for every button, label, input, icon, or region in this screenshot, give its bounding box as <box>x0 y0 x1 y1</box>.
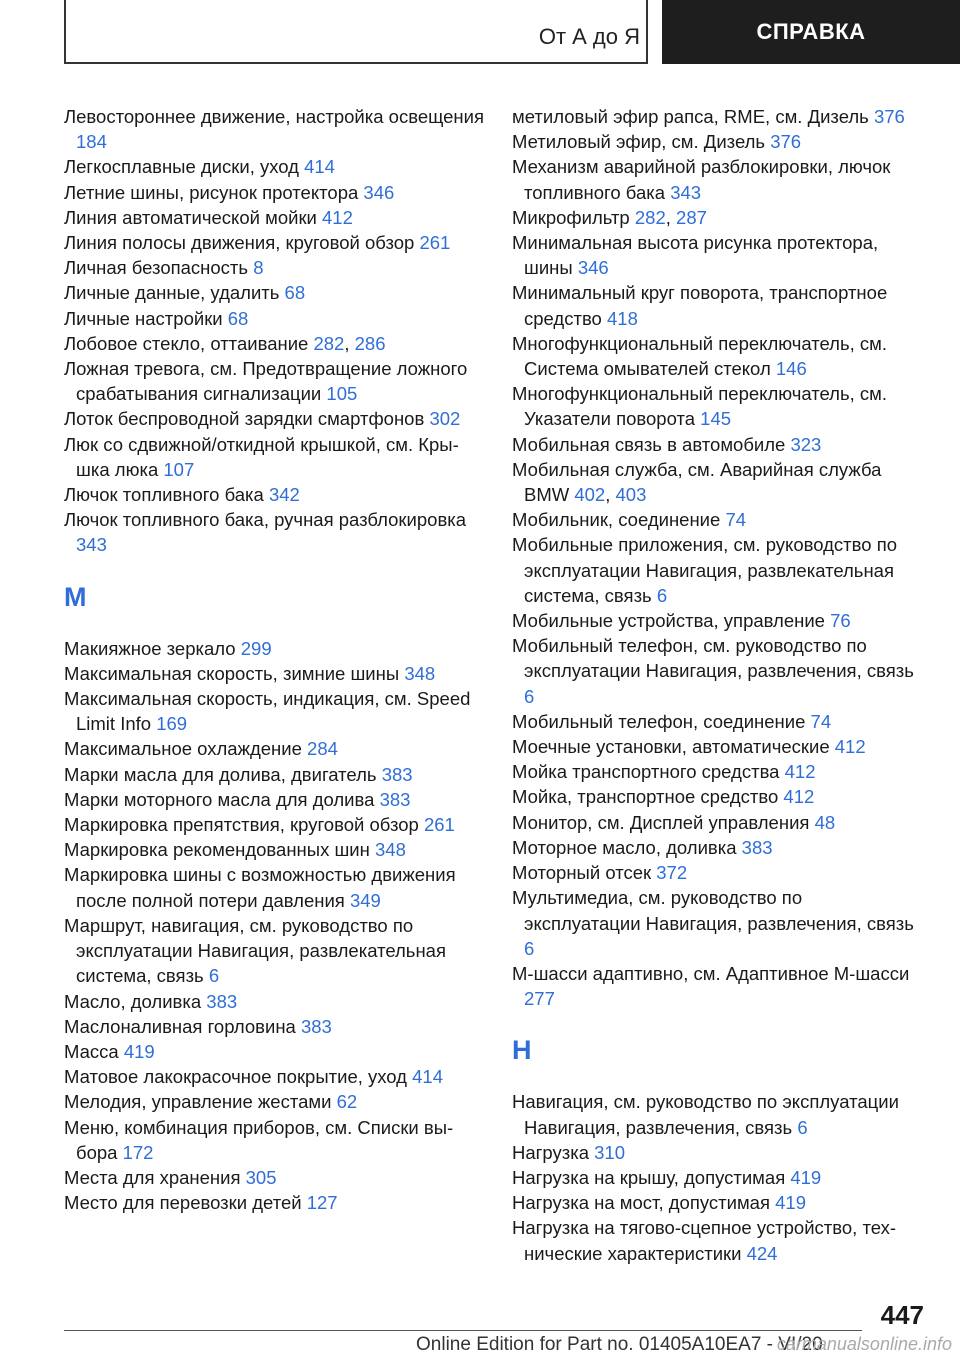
index-entry <box>512 129 922 154</box>
index-entry-text: Ложная тревога, см. Предотвращение ложного срабатывания сигнализации <box>64 358 468 405</box>
page-link[interactable]: 302 <box>429 408 461 430</box>
index-entry-text: Места для хранения <box>64 1166 241 1188</box>
index-entry <box>64 1165 484 1190</box>
index-entry-text: Моторный отсек <box>512 862 652 884</box>
index-entry-text: Маркировка препятствия, круговой обзор <box>64 814 419 836</box>
index-entry <box>512 810 922 835</box>
page-link[interactable]: 348 <box>375 839 406 861</box>
index-entry <box>64 1014 484 1039</box>
page-link[interactable]: 414 <box>412 1066 443 1088</box>
index-entry <box>512 432 922 457</box>
page-link[interactable]: 74 <box>810 710 832 732</box>
page-link[interactable]: 412 <box>322 206 353 228</box>
index-entry <box>512 860 922 885</box>
index-entry-text: Мелодия, управление жестами <box>64 1091 332 1113</box>
index-entry <box>64 736 484 761</box>
page-link[interactable]: 342 <box>268 484 300 506</box>
index-entry <box>512 784 922 809</box>
index-entry <box>64 180 484 205</box>
page-link[interactable]: 277 <box>524 988 555 1010</box>
index-entry <box>64 1190 484 1215</box>
index-column-left <box>64 104 484 1215</box>
page-link[interactable]: 172 <box>122 1141 154 1163</box>
page-link[interactable]: 383 <box>379 788 411 810</box>
page-link[interactable]: 418 <box>607 307 638 329</box>
page-link[interactable]: 414 <box>304 156 335 178</box>
index-entry-text: Лобовое стекло, оттаивание <box>64 332 309 354</box>
index-entry-text: Навигация, см. руководство по эксплуатации Навигация, развлечения, связь <box>512 1091 899 1138</box>
index-entry-text: Мобильный телефон, соединение <box>512 710 806 732</box>
index-entry-text: Мобильная связь в автомобиле <box>512 433 786 455</box>
index-entry-text: Маркировка рекомендованных шин <box>64 839 370 861</box>
index-entry <box>64 989 484 1014</box>
page-separator: , <box>605 484 611 506</box>
index-entry <box>64 255 484 280</box>
page-link[interactable]: 299 <box>240 637 272 659</box>
page-link[interactable]: 48 <box>814 811 836 833</box>
footer-divider <box>64 1330 862 1331</box>
index-column-right <box>512 104 922 1266</box>
index-entry-text: Мобильные приложения, см. руководство по эксплуатации Навигация, развлекательная система, связь <box>512 534 897 606</box>
index-entry-text: Линия полосы движения, круговой обзор <box>64 232 415 254</box>
index-entry-text: Мобильные устройства, управление <box>512 610 825 632</box>
index-entry-text: Мобильный телефон, см. руководство по эксплуатации Навигация, развлечения, связь <box>512 635 914 682</box>
page-link[interactable]: 282 <box>634 206 666 228</box>
index-entry-text: Мультимедиа, см. руководство по эксплуатации Навигация, развлечения, связь <box>512 887 914 934</box>
page-link[interactable]: 6 <box>524 685 535 707</box>
index-entry <box>512 280 922 330</box>
index-entry <box>64 230 484 255</box>
page-link[interactable]: 419 <box>123 1040 155 1062</box>
page-link[interactable]: 412 <box>783 786 815 808</box>
index-entry <box>64 636 484 661</box>
index-entry-text: Марки масла для долива, двигатель <box>64 763 377 785</box>
page-link[interactable]: 376 <box>770 131 802 153</box>
index-entry <box>64 1064 484 1089</box>
page-link[interactable]: 169 <box>156 713 188 735</box>
section-title: От А до Я <box>538 24 640 49</box>
page-link[interactable]: 349 <box>349 889 381 911</box>
index-entry-text: Нагрузка <box>512 1141 589 1163</box>
index-entry-text: Нагрузка на мост, допустимая <box>512 1192 770 1214</box>
page-link[interactable]: 284 <box>307 738 338 760</box>
index-entry-text: Маслоналивная горловина <box>64 1015 296 1037</box>
index-entry-text: Линия автоматической мойки <box>64 206 317 228</box>
page-link[interactable]: 282 <box>313 332 345 354</box>
page-link[interactable]: 145 <box>700 408 732 430</box>
index-entry <box>512 205 922 230</box>
page-separator: , <box>344 332 350 354</box>
index-entry-text: Матовое лакокрасочное покрытие, уход <box>64 1066 407 1088</box>
index-entry-text: Лючок топливного бака <box>64 484 264 506</box>
index-entry <box>64 507 484 557</box>
index-entry-text: Летние шины, рисунок протектора <box>64 181 359 203</box>
page-link[interactable]: 105 <box>326 383 358 405</box>
index-entry-text: Масло, доливка <box>64 990 202 1012</box>
index-entry-text: Метиловый эфир, см. Дизель <box>512 131 766 153</box>
index-entry <box>64 787 484 812</box>
index-entry-text: Мойка транспортного средства <box>512 761 780 783</box>
index-entry-text: Многофункциональный переключатель, см. Указатели поворота <box>512 383 887 430</box>
index-entry-text: Масса <box>64 1040 119 1062</box>
watermark: carmanualsonline.info <box>776 1334 952 1354</box>
index-entry <box>64 154 484 179</box>
index-entry-text: Мойка, транспортное средство <box>512 786 779 808</box>
index-entry <box>512 1165 922 1190</box>
index-entry-text: Маршрут, навигация, см. руководство по эксплуатации Навигация, развлекательная система, связь <box>64 914 446 987</box>
page-link[interactable]: 287 <box>676 206 707 228</box>
index-entry <box>64 104 484 154</box>
index-entry <box>64 356 484 406</box>
page-link[interactable]: 6 <box>656 584 668 606</box>
index-entry <box>64 280 484 305</box>
index-entry-text: Легкосплавные диски, уход <box>64 156 299 178</box>
index-entry <box>64 1115 484 1165</box>
page-link[interactable]: 383 <box>381 763 413 785</box>
index-entry <box>512 608 922 633</box>
index-entry <box>512 1140 922 1165</box>
page-link[interactable]: 403 <box>615 484 647 506</box>
page-link[interactable]: 261 <box>423 814 455 836</box>
index-entry <box>64 837 484 862</box>
page-link[interactable]: 383 <box>206 990 238 1012</box>
page-link[interactable]: 402 <box>574 484 606 506</box>
page-link[interactable]: 8 <box>253 257 264 279</box>
index-entry-text: Личная безопасность <box>64 257 249 279</box>
index-entry <box>512 709 922 734</box>
index-entry-text: Левостороннее движение, настройка освещения <box>64 106 484 127</box>
index-entry-text: Макияжное зеркало <box>64 637 236 659</box>
page-link[interactable]: 343 <box>670 181 702 203</box>
index-entry-text: М-шасси адаптивно, см. Адаптивное М-шасси <box>512 962 910 984</box>
page-link[interactable]: 184 <box>76 131 107 153</box>
index-entry <box>512 104 922 129</box>
page-link[interactable]: 107 <box>163 458 195 480</box>
page-link[interactable]: 74 <box>725 509 747 531</box>
page-link[interactable]: 348 <box>404 662 436 684</box>
index-entry-text: Монитор, см. Дисплей управления <box>512 811 810 833</box>
index-entry <box>64 661 484 686</box>
index-entry <box>64 913 484 989</box>
index-entry-text: Многофункциональный переключатель, см. Система омывателей стекол <box>512 332 887 380</box>
index-entry <box>64 482 484 507</box>
page-link[interactable]: 76 <box>830 610 851 632</box>
page-link[interactable]: 146 <box>775 358 807 380</box>
index-entry-text: Мобильная служба, см. Аварийная служба BMW <box>512 458 882 506</box>
index-entry-text: Меню, комбинация приборов, см. Списки выбора <box>64 1116 454 1163</box>
index-entry <box>64 331 484 356</box>
chapter-tab[interactable]: СПРАВКА <box>662 0 960 64</box>
index-letter-heading: Н <box>512 1035 532 1066</box>
index-entry <box>512 381 922 431</box>
index-entry-text: Лючок топливного бака, ручная разблокировка <box>64 509 467 531</box>
index-entry-text: Место для перевозки детей <box>64 1192 302 1214</box>
page-link[interactable]: 383 <box>300 1015 332 1037</box>
index-entry <box>512 1215 922 1265</box>
index-entry <box>512 835 922 860</box>
index-entry-text: Минимальная высота рисунка протектора, шины <box>512 232 879 279</box>
edition-note: Online Edition for Part no. 01405A10EA7 - VI/20 <box>416 1334 823 1355</box>
index-entry <box>512 457 922 507</box>
page-link[interactable]: 68 <box>284 282 306 304</box>
index-entry-text: Моторное масло, доливка <box>512 836 737 858</box>
index-entry <box>64 1089 484 1114</box>
page-link[interactable]: 343 <box>76 534 107 556</box>
index-entry-text: Личные настройки <box>64 307 223 329</box>
page-link[interactable]: 419 <box>790 1166 822 1188</box>
index-entry <box>512 532 922 608</box>
page-link[interactable]: 376 <box>873 106 905 127</box>
index-entry-text: Максимальная скорость, зимние шины <box>64 662 400 684</box>
index-entry-text: Личные данные, удалить <box>64 282 280 304</box>
page-link[interactable]: 372 <box>656 862 688 884</box>
index-entry <box>64 862 484 912</box>
index-entry <box>64 686 484 736</box>
page-link[interactable]: 305 <box>245 1166 277 1188</box>
page-link[interactable]: 127 <box>306 1192 338 1214</box>
index-entry-text: Микрофильтр <box>512 206 630 228</box>
index-entry <box>64 205 484 230</box>
index-entry-text: Максимальное охлаждение <box>64 738 302 760</box>
index-entry-text: Минимальный круг поворота, транспортное средство <box>512 282 888 329</box>
page-link[interactable]: 419 <box>775 1192 806 1214</box>
index-entry <box>512 734 922 759</box>
page-link[interactable]: 412 <box>834 736 866 758</box>
index-entry <box>512 331 922 381</box>
index-entry <box>64 432 484 482</box>
page-number: 447 <box>880 1300 924 1330</box>
page-link[interactable]: 6 <box>208 965 220 987</box>
page-link[interactable]: 412 <box>784 761 816 783</box>
page-link[interactable]: 323 <box>790 433 822 455</box>
index-entry-text: Моечные установки, автоматические <box>512 736 830 758</box>
index-entry-text: Максимальная скорость, индикация, см. Speed Limit Info <box>64 688 471 735</box>
index-entry-text: Механизм аварийной разблокировки, лючок топливного бака <box>512 156 891 203</box>
index-entry-text: Лоток беспроводной зарядки смартфонов <box>64 408 425 430</box>
index-entry-text: Мобильник, соединение <box>512 509 721 531</box>
index-letter-heading: М <box>64 581 87 612</box>
page-link[interactable]: 6 <box>524 937 535 959</box>
index-entry <box>512 1190 922 1215</box>
page-link[interactable]: 62 <box>336 1091 358 1113</box>
index-entry <box>512 1089 922 1139</box>
index-entry-text: Нагрузка на крышу, допустимая <box>512 1166 786 1188</box>
index-entry <box>64 1039 484 1064</box>
index-entry-text: Люк со сдвижной/откидной крышкой, см. Крышка люка <box>64 433 459 480</box>
page-separator: , <box>665 206 671 228</box>
index-entry-text: Марки моторного масла для долива <box>64 788 375 810</box>
index-entry-text: метиловый эфир рапса, RME, см. Дизель <box>512 106 869 127</box>
page-link[interactable]: 424 <box>746 1242 778 1264</box>
page-link[interactable]: 346 <box>363 181 395 203</box>
index-entry-text: Маркировка шины с возможностью движения после полной потери давления <box>64 864 456 911</box>
page-link[interactable]: 383 <box>741 836 773 858</box>
page-link[interactable]: 346 <box>577 257 609 279</box>
page-link[interactable]: 68 <box>227 307 249 329</box>
index-entry-text: Нагрузка на тягово-сцепное устройство, технические характеристики <box>512 1217 897 1264</box>
index-entry <box>512 154 922 204</box>
index-entry <box>64 306 484 331</box>
index-entry <box>512 507 922 532</box>
page-link[interactable]: 286 <box>354 332 386 354</box>
index-entry <box>512 961 922 1011</box>
index-entry <box>64 406 484 431</box>
index-entry <box>512 885 922 961</box>
page-link[interactable]: 6 <box>797 1116 808 1138</box>
index-entry <box>512 230 922 280</box>
index-entry <box>512 759 922 784</box>
page-link[interactable]: 310 <box>594 1141 626 1163</box>
index-entry <box>64 812 484 837</box>
index-entry <box>64 762 484 787</box>
index-entry <box>512 633 922 709</box>
page-link[interactable]: 261 <box>419 232 451 254</box>
